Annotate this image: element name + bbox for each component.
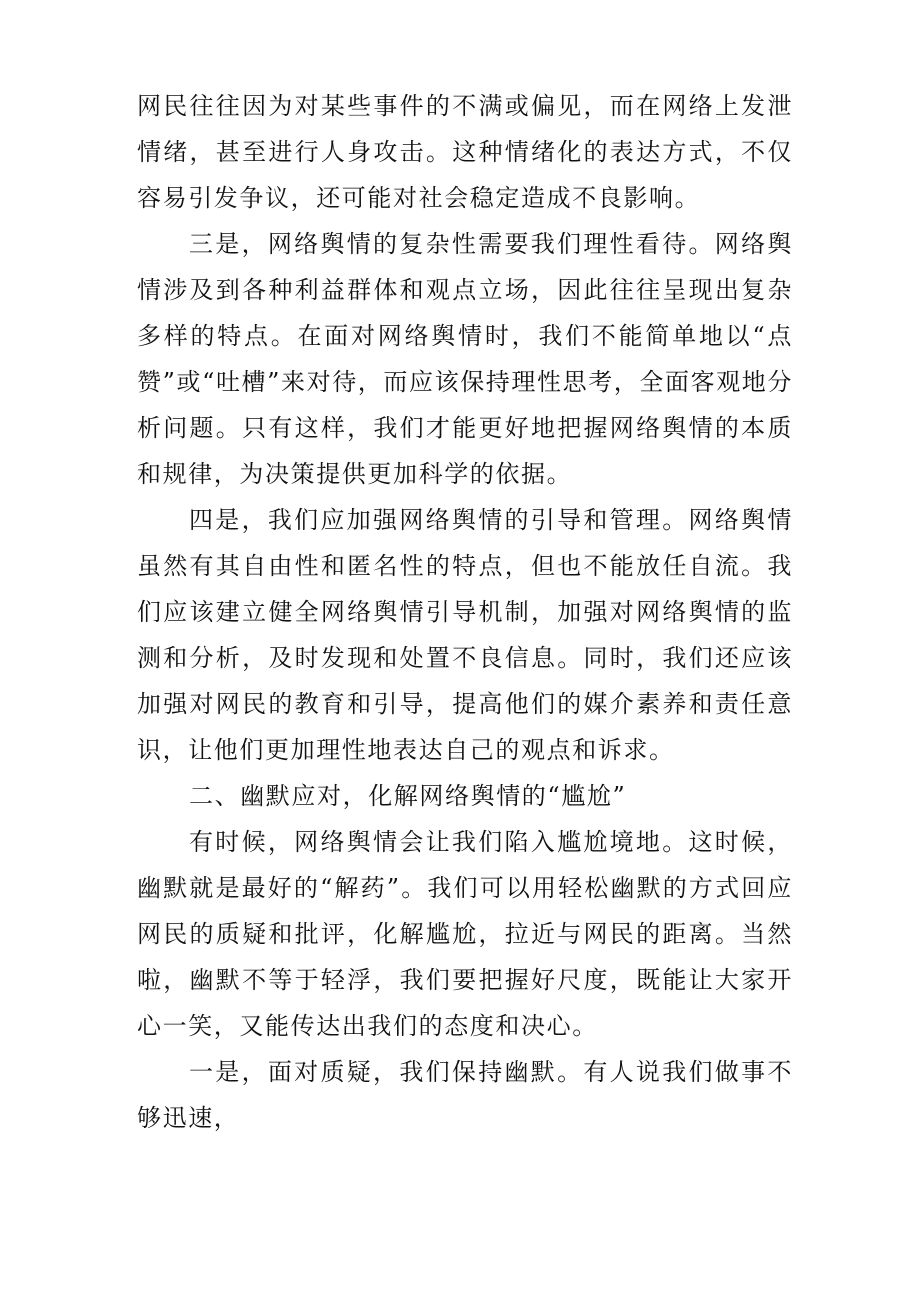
paragraph-point-three: 三是，网络舆情的复杂性需要我们理性看待。网络舆情涉及到各种利益群体和观点立场，因此往往呈现出复杂多样的特点。在面对网络舆情时，我们不能简单地以“点赞”或“吐槽”来对待，而应该保持理性思考，全面客观地分析问题。只有这样，我们才能更好地把握网络舆情的本质和规律，为决策提供更加科学的依据。 xyxy=(137,230,794,488)
paragraph-point-four: 四是，我们应加强网络舆情的引导和管理。网络舆情虽然有其自由性和匿名性的特点，但也不能放任自流。我们应该建立健全网络舆情引导机制，加强对网络舆情的监测和分析，及时发现和处置不良信息。同时，我们还应该加强对网民的教育和引导，提高他们的媒介素养和责任意识，让他们更加理性地表达自己的观点和诉求。 xyxy=(137,506,793,764)
section-heading: 二、幽默应对，化解网络舆情的“尴尬” xyxy=(189,782,627,810)
document-body xyxy=(137,83,793,1141)
paragraph-continuation: 网民往往因为对某些事件的不满或偏见，而在网络上发泄情绪，甚至进行人身攻击。这种情绪化的表达方式，不仅容易引发争议，还可能对社会稳定造成不良影响。 xyxy=(137,92,793,212)
paragraph-humor-intro: 有时候，网络舆情会让我们陷入尴尬境地。这时候，幽默就是最好的“解药”。我们可以用轻松幽默的方式回应网民的质疑和批评，化解尴尬，拉近与网民的距离。当然啦，幽默不等于轻浮，我们要把握好尺度，既能让大家开心一笑，又能传达出我们的态度和决心。 xyxy=(137,828,793,1040)
paragraph-point-one: 一是，面对质疑，我们保持幽默。有人说我们做事不够迅速， xyxy=(137,1058,793,1132)
